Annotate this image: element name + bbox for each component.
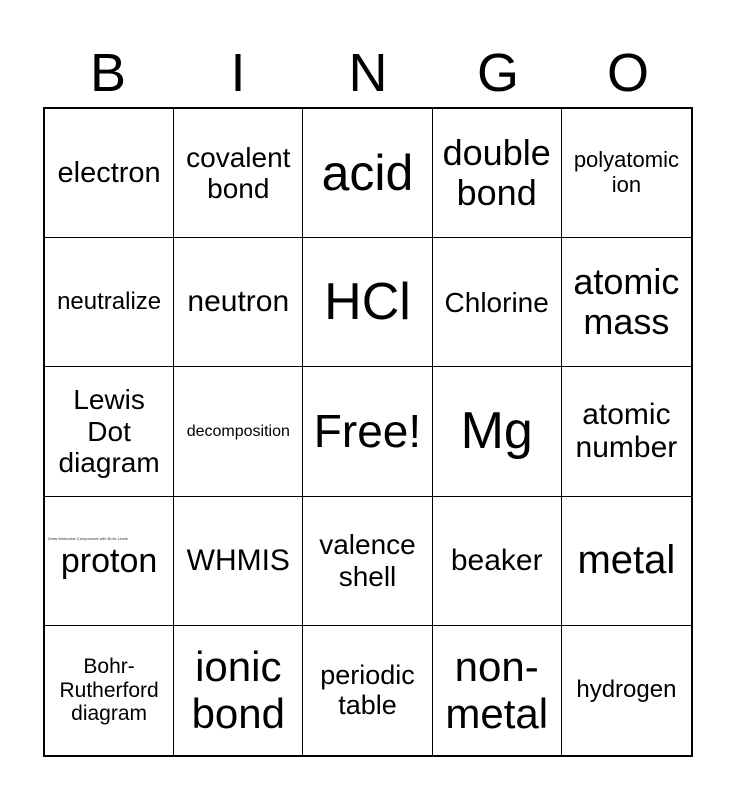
bingo-cell[interactable]: periodic table (303, 626, 432, 755)
bingo-cell[interactable]: metal (562, 497, 691, 626)
bingo-cell[interactable]: Chlorine (433, 238, 562, 367)
bingo-cell[interactable]: Mg (433, 367, 562, 496)
bingo-cell[interactable]: decomposition (174, 367, 303, 496)
bingo-cell[interactable]: hydrogen (576, 675, 677, 703)
bingo-cell[interactable]: neutralize (45, 238, 174, 367)
bingo-cell-proton[interactable] (45, 497, 174, 626)
bingo-cell[interactable]: atomic mass (562, 238, 691, 367)
bingo-cell[interactable]: electron (45, 109, 174, 238)
bingo-cell[interactable]: Bohr-Rutherford diagram (45, 626, 174, 755)
bingo-cell[interactable]: Lewis Dot diagram (45, 367, 174, 496)
bingo-cell[interactable]: double bond (433, 109, 562, 238)
bingo-cell[interactable]: acid (303, 109, 432, 238)
bingo-cell[interactable]: HCl (303, 238, 432, 367)
bingo-cell[interactable]: atomic number (562, 367, 691, 496)
header-letter-i: I (230, 43, 246, 103)
bingo-cell[interactable]: neutron (174, 238, 303, 367)
bingo-cell[interactable]: polyatomic ion (562, 109, 691, 238)
header-letter-o: O (606, 43, 649, 103)
free-space-cell[interactable]: Free! (303, 367, 432, 496)
bingo-cell[interactable]: beaker (433, 497, 562, 626)
bingo-card (43, 107, 693, 757)
bingo-cell[interactable]: non-metal (433, 626, 562, 755)
header-letter-n: N (348, 43, 388, 103)
bingo-cell-label: proton (60, 541, 158, 580)
header-letter-g: G (476, 43, 519, 103)
bingo-cell[interactable]: WHMIS (174, 497, 303, 626)
bingo-cell[interactable]: covalent bond (174, 109, 303, 238)
header-letter-b: B (89, 43, 127, 103)
bingo-cell[interactable]: valence shell (303, 497, 432, 626)
bingo-header (43, 40, 693, 106)
bingo-cell[interactable]: ionic bond (174, 626, 303, 755)
molecular-diagram-caption: Draw Molecular Compounds with Bohr-Lewis (48, 535, 128, 541)
